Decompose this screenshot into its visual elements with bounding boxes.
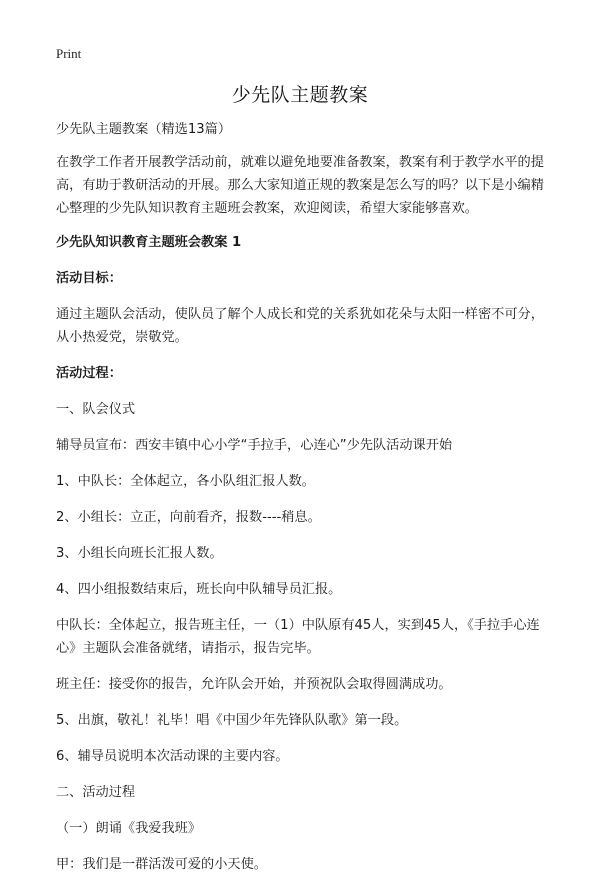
part2-heading: 二、活动过程: [56, 785, 136, 800]
sub1-heading: （一）朗诵《我爱我班》: [56, 821, 202, 836]
step-5: 5、出旗，敬礼！礼毕！唱《中国少年先锋队队歌》第一段。: [56, 713, 408, 728]
print-link[interactable]: Print: [56, 46, 82, 61]
step-4: 4、四小组报数结束后，班长向中队辅导员汇报。: [56, 582, 342, 597]
step-1: 1、中队长：全体起立，各小队组汇报人数。: [56, 474, 315, 489]
line-a: 甲：我们是一群活泼可爱的小天使。: [56, 857, 267, 872]
goal-paragraph: 通过主题队会活动，使队员了解个人成长和党的关系犹如花朵与太阳一样密不可分，从小热爱党，崇敬党。: [56, 307, 544, 345]
captain-report: 中队长：全体起立，报告班主任，一（1）中队原有45人，实到45人，《手拉手心连心》主题队会准备就绪，请指示，报告完毕。: [56, 618, 540, 656]
step-2: 2、小组长：立正，向前看齐，报数----稍息。: [56, 510, 321, 525]
goal-heading: 活动目标：: [56, 271, 122, 286]
process-heading: 活动过程：: [56, 366, 122, 381]
article-subtitle: 少先队主题教案（精选13篇）: [56, 122, 232, 137]
intro-paragraph: 在教学工作者开展教学活动前，就难以避免地要准备教案，教案有利于教学水平的提高，有助于教研活动的开展。那么大家知道正规的教案是怎么写的吗？以下是小编精心整理的少先队知识教育主题班会教案，欢迎阅读，希望大家能够喜欢。: [56, 155, 544, 216]
teacher-reply: 班主任：接受你的报告，允许队会开始，并预祝队会取得圆满成功。: [56, 677, 452, 692]
part1-heading: 一、队会仪式: [56, 402, 136, 417]
article-body: [56, 118, 550, 889]
step-6: 6、辅导员说明本次活动课的主要内容。: [56, 749, 289, 764]
step-3: 3、小组长向班长汇报人数。: [56, 546, 223, 561]
announce-paragraph: 辅导员宣布：西安丰镇中心小学“手拉手，心连心”少先队活动课开始: [56, 438, 453, 453]
page-title: 少先队主题教案: [231, 84, 369, 106]
section-heading: 少先队知识教育主题班会教案 1: [56, 235, 242, 250]
